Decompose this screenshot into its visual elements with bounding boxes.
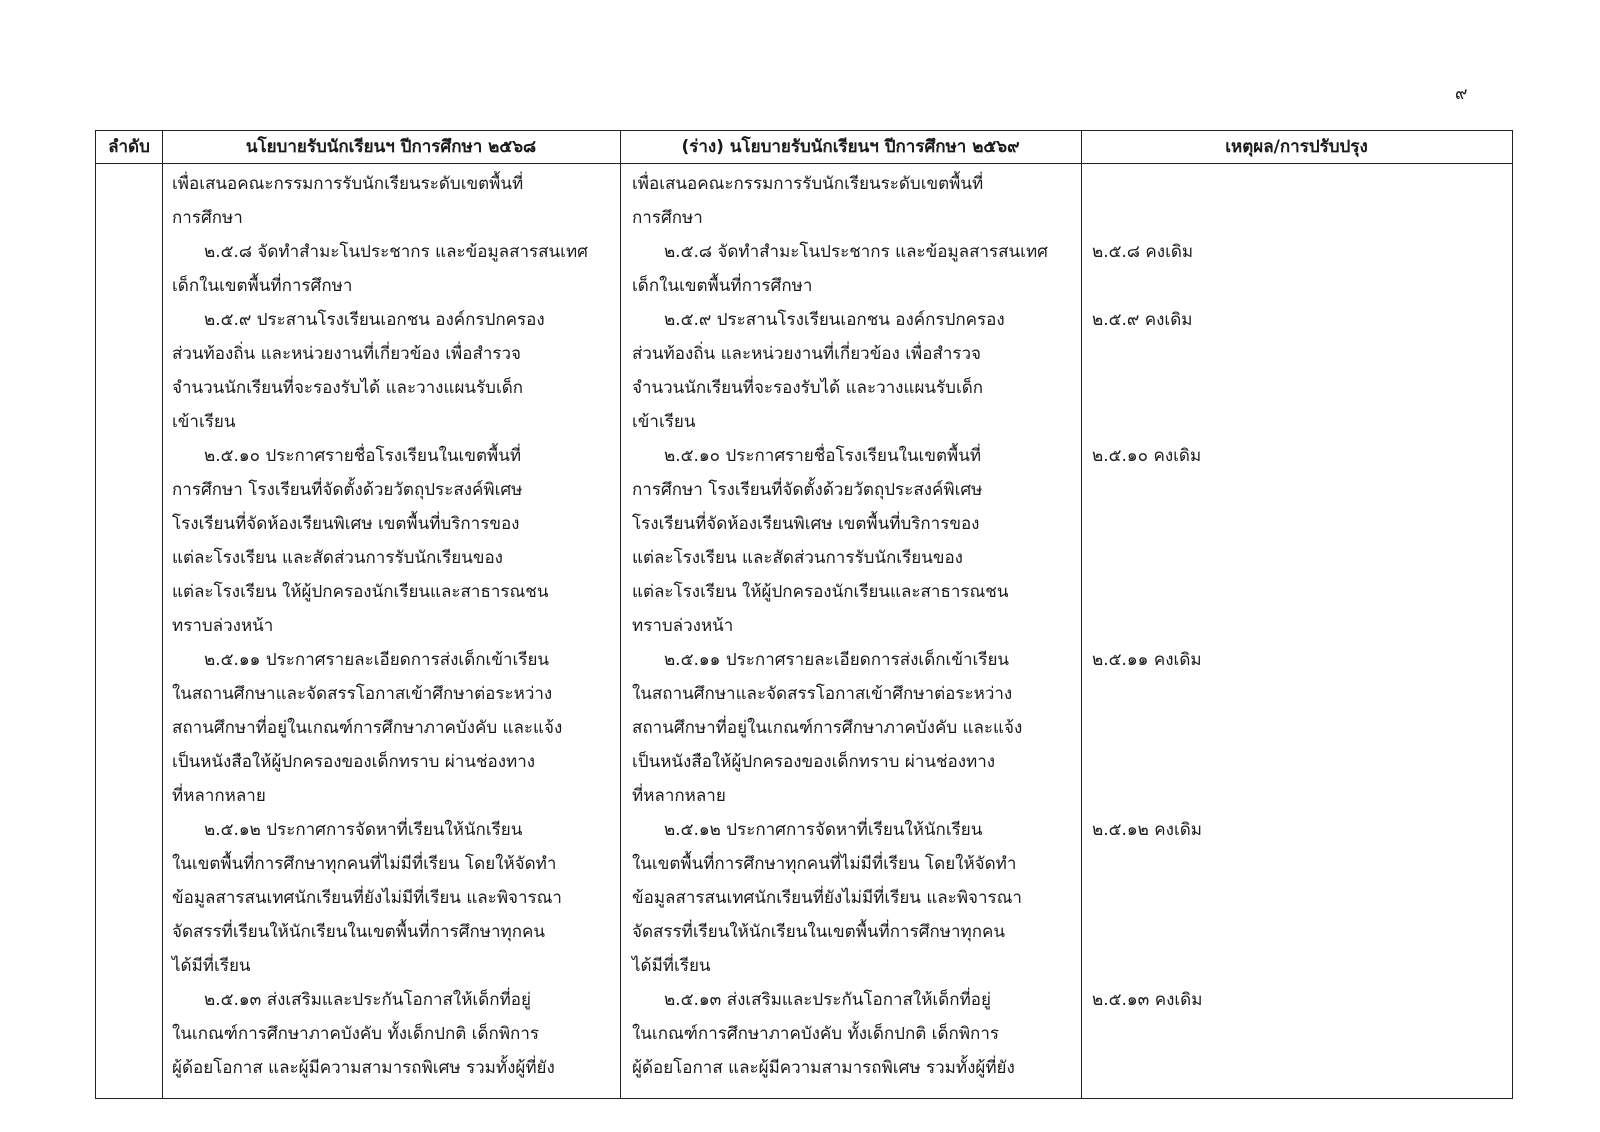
policy-2568-line: ๒.๕.๘ จัดทำสำมะโนประชากร และข้อมูลสารสนเทศ	[204, 242, 588, 262]
reason-note: ๒.๕.๑๓ คงเดิม	[1092, 990, 1203, 1010]
policy-2569-line: แต่ละโรงเรียน และสัดส่วนการรับนักเรียนของ	[632, 548, 963, 568]
policy-2568-line: ๒.๕.๑๓ ส่งเสริมและประกันโอกาสให้เด็กที่อยู่	[204, 990, 531, 1010]
header-order: ลำดับ	[108, 137, 150, 157]
policy-2569-line: ทราบล่วงหน้า	[632, 616, 734, 636]
policy-2569-line: เป็นหนังสือให้ผู้ปกครองของเด็กทราบ ผ่านช่องทาง	[632, 752, 996, 772]
policy-2569-line: ส่วนท้องถิ่น และหน่วยงานที่เกี่ยวข้อง เพื่อสำรวจ	[632, 344, 982, 364]
column-divider	[1081, 131, 1082, 1098]
policy-2568-line: จัดสรรที่เรียนให้นักเรียนในเขตพื้นที่การศึกษาทุกคน	[172, 922, 546, 942]
header-policy-2569: (ร่าง) นโยบายรับนักเรียนฯ ปีการศึกษา ๒๕๖๙	[681, 137, 1020, 157]
reason-note: ๒.๕.๑๑ คงเดิม	[1092, 650, 1202, 670]
policy-2568-line: ได้มีที่เรียน	[172, 956, 251, 976]
policy-2569-line: การศึกษา โรงเรียนที่จัดตั้งด้วยวัตถุประสงค์พิเศษ	[632, 480, 983, 500]
policy-2569-line: ข้อมูลสารสนเทศนักเรียนที่ยังไม่มีที่เรียน และพิจารณา	[632, 888, 1022, 908]
policy-2569-line: ๒.๕.๑๑ ประกาศรายละเอียดการส่งเด็กเข้าเรียน	[664, 650, 1010, 670]
policy-2569-line: ได้มีที่เรียน	[632, 956, 711, 976]
policy-2568-line: จำนวนนักเรียนที่จะรองรับได้ และวางแผนรับเด็ก	[172, 378, 524, 398]
header-policy-2568: นโยบายรับนักเรียนฯ ปีการศึกษา ๒๕๖๘	[245, 137, 537, 157]
policy-2568-line: ๒.๕.๑๒ ประกาศการจัดหาที่เรียนให้นักเรียน	[204, 820, 523, 840]
policy-2568-line: โรงเรียนที่จัดห้องเรียนพิเศษ เขตพื้นที่บริการของ	[172, 514, 520, 534]
policy-2568-line: เป็นหนังสือให้ผู้ปกครองของเด็กทราบ ผ่านช่องทาง	[172, 752, 536, 772]
policy-2568-line: ๒.๕.๑๐ ประกาศรายชื่อโรงเรียนในเขตพื้นที่	[204, 446, 522, 466]
policy-2568-line: ผู้ด้อยโอกาส และผู้มีความสามารถพิเศษ รวมทั้งผู้ที่ยัง	[172, 1058, 555, 1078]
policy-2568-line: ๒.๕.๑๑ ประกาศรายละเอียดการส่งเด็กเข้าเรียน	[204, 650, 550, 670]
policy-2569-line: ๒.๕.๑๓ ส่งเสริมและประกันโอกาสให้เด็กที่อยู่	[664, 990, 991, 1010]
policy-2568-line: ในเกณฑ์การศึกษาภาคบังคับ ทั้งเด็กปกติ เด็กพิการ	[172, 1024, 539, 1044]
policy-2569-line: สถานศึกษาที่อยู่ในเกณฑ์การศึกษาภาคบังคับ และแจ้ง	[632, 718, 1023, 738]
reason-note: ๒.๕.๑๐ คงเดิม	[1092, 446, 1202, 466]
policy-2569-line: จำนวนนักเรียนที่จะรองรับได้ และวางแผนรับเด็ก	[632, 378, 984, 398]
policy-2569-line: ผู้ด้อยโอกาส และผู้มีความสามารถพิเศษ รวมทั้งผู้ที่ยัง	[632, 1058, 1015, 1078]
policy-2569-line: การศึกษา	[632, 208, 703, 228]
header-reason: เหตุผล/การปรับปรุง	[1225, 137, 1368, 157]
policy-2569-line: ๒.๕.๘ จัดทำสำมะโนประชากร และข้อมูลสารสนเทศ	[664, 242, 1048, 262]
policy-2568-line: สถานศึกษาที่อยู่ในเกณฑ์การศึกษาภาคบังคับ และแจ้ง	[172, 718, 563, 738]
policy-2568-line: ในสถานศึกษาและจัดสรรโอกาสเข้าศึกษาต่อระหว่าง	[172, 684, 553, 704]
policy-2568-line: เข้าเรียน	[172, 412, 236, 432]
policy-2569-line: จัดสรรที่เรียนให้นักเรียนในเขตพื้นที่การศึกษาทุกคน	[632, 922, 1006, 942]
policy-2568-line: ทราบล่วงหน้า	[172, 616, 274, 636]
policy-2568-line: แต่ละโรงเรียน ให้ผู้ปกครองนักเรียนและสาธารณชน	[172, 582, 549, 602]
column-divider	[162, 131, 163, 1098]
policy-2569-line: เด็กในเขตพื้นที่การศึกษา	[632, 276, 813, 296]
policy-2568-line: ส่วนท้องถิ่น และหน่วยงานที่เกี่ยวข้อง เพื่อสำรวจ	[172, 344, 522, 364]
policy-2568-line: การศึกษา	[172, 208, 243, 228]
reason-note: ๒.๕.๑๒ คงเดิม	[1092, 820, 1203, 840]
policy-2568-line: ในเขตพื้นที่การศึกษาทุกคนที่ไม่มีที่เรียน โดยให้จัดทำ	[172, 854, 557, 874]
page-number: ๙	[1455, 84, 1468, 104]
policy-2568-line: ที่หลากหลาย	[172, 786, 266, 806]
policy-2568-line: ข้อมูลสารสนเทศนักเรียนที่ยังไม่มีที่เรียน และพิจารณา	[172, 888, 562, 908]
policy-2568-line: เพื่อเสนอคณะกรรมการรับนักเรียนระดับเขตพื้นที่	[172, 174, 524, 194]
policy-2569-line: ๒.๕.๑๐ ประกาศรายชื่อโรงเรียนในเขตพื้นที่	[664, 446, 982, 466]
reason-note: ๒.๕.๙ คงเดิม	[1092, 310, 1193, 330]
policy-2568-line: ๒.๕.๙ ประสานโรงเรียนเอกชน องค์กรปกครอง	[204, 310, 545, 330]
column-divider	[620, 131, 621, 1098]
policy-2569-line: เข้าเรียน	[632, 412, 696, 432]
policy-2569-line: เพื่อเสนอคณะกรรมการรับนักเรียนระดับเขตพื้นที่	[632, 174, 984, 194]
policy-2569-line: ๒.๕.๙ ประสานโรงเรียนเอกชน องค์กรปกครอง	[664, 310, 1005, 330]
policy-2569-line: แต่ละโรงเรียน ให้ผู้ปกครองนักเรียนและสาธารณชน	[632, 582, 1009, 602]
policy-2568-line: เด็กในเขตพื้นที่การศึกษา	[172, 276, 353, 296]
policy-2569-line: ที่หลากหลาย	[632, 786, 726, 806]
policy-2569-line: ในสถานศึกษาและจัดสรรโอกาสเข้าศึกษาต่อระหว่าง	[632, 684, 1013, 704]
reason-note: ๒.๕.๘ คงเดิม	[1092, 242, 1194, 262]
policy-2569-line: ในเกณฑ์การศึกษาภาคบังคับ ทั้งเด็กปกติ เด็กพิการ	[632, 1024, 999, 1044]
policy-2569-line: ๒.๕.๑๒ ประกาศการจัดหาที่เรียนให้นักเรียน	[664, 820, 983, 840]
policy-2568-line: การศึกษา โรงเรียนที่จัดตั้งด้วยวัตถุประสงค์พิเศษ	[172, 480, 523, 500]
policy-2569-line: ในเขตพื้นที่การศึกษาทุกคนที่ไม่มีที่เรียน โดยให้จัดทำ	[632, 854, 1017, 874]
comparison-table	[95, 130, 1513, 1099]
policy-2569-line: โรงเรียนที่จัดห้องเรียนพิเศษ เขตพื้นที่บริการของ	[632, 514, 980, 534]
policy-2568-line: แต่ละโรงเรียน และสัดส่วนการรับนักเรียนของ	[172, 548, 503, 568]
header-divider	[96, 163, 1512, 164]
